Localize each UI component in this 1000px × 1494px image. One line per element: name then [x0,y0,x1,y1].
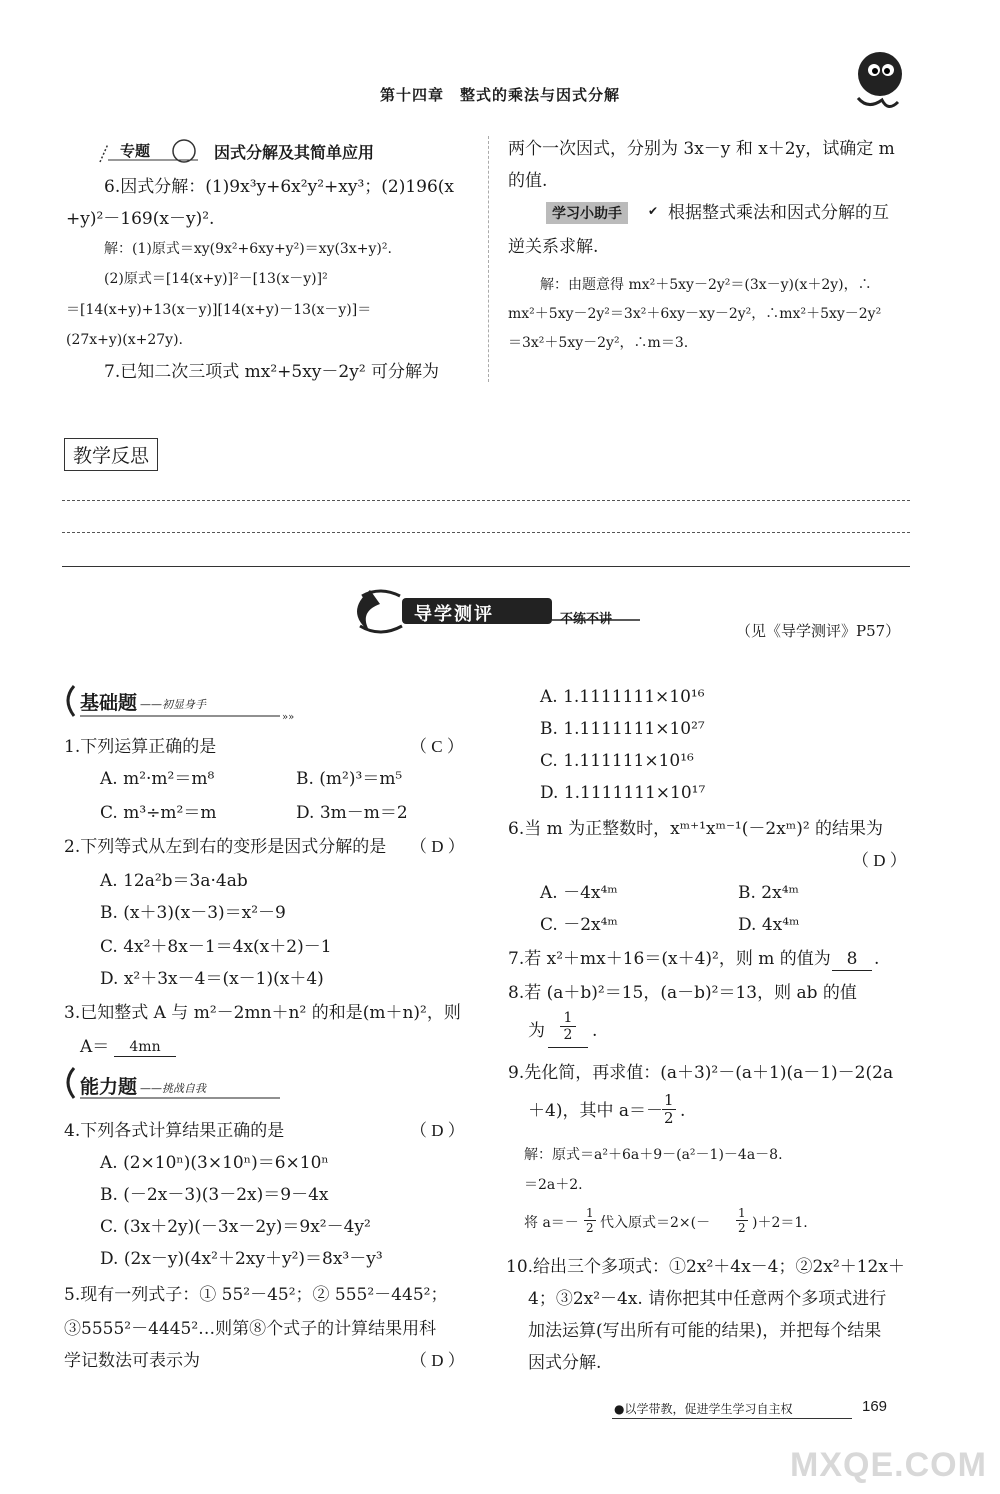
q6-option-a: A. －4x⁴ᵐ [540,883,618,903]
q6-option-b: B. 2x⁴ᵐ [738,883,799,903]
q6-solution-4: (27x+y)(x+27y). [66,332,183,348]
banner-reference: （见《导学测评》P57） [736,622,901,640]
q2-option-c: C. 4x²＋8x－1＝4x(x＋2)－1 [100,937,332,957]
svg-text:»»: »» [282,712,295,723]
q8-prefix: 为 [528,1021,545,1041]
q1-option-b: B. (m²)³＝m⁵ [296,769,403,789]
q10-line2: 4；③2x²－4x. 请你把其中任意两个多项式进行 [528,1289,887,1309]
q4-text: 4.下列各式计算结果正确的是 [64,1121,285,1141]
q5-line1: 5.现有一列式子：① 55²－45²；② 555²－445²； [64,1285,448,1305]
q9-fraction-numerator: 1 [664,1091,674,1109]
q6-solution-1: 解：(1)原式＝xy(9x²+6xy+y²)＝xy(3x+y)². [104,241,392,257]
q5-line2: ③5555²－4445²…则第⑧个式子的计算结果用科 [64,1319,437,1339]
q9-line1: 9.先化简，再求值：(a＋3)²－(a＋1)(a－1)－2(2a [508,1063,894,1083]
q1-option-a: A. m²·m²＝m⁸ [100,769,215,789]
column-divider [488,136,489,382]
q7-solution-2: mx²＋5xy－2y²＝3x²＋6xy－xy－2y²，∴mx²＋5xy－2y² [508,306,882,322]
q8-answer-denominator: 2 [563,1027,573,1043]
q2-option-a: A. 12a²b＝3a·4ab [100,871,248,891]
reflection-label: 教学反思 [64,438,158,471]
q1-option-c: C. m³÷m²＝m [100,803,217,823]
ability-section-subtitle: ——挑战自我 [140,1082,206,1095]
basic-section-title: 基础题 [80,692,138,714]
topic-title: 因式分解及其简单应用 [214,143,375,162]
basic-section-subtitle: ——初显身手 [140,698,206,711]
q4-option-c: C. (3x＋2y)(－3x－2y)＝9x²－4y² [100,1217,371,1237]
q9-solution-fraction-2-denominator: 2 [738,1221,746,1235]
reflection-line [62,566,910,567]
q8-answer-numerator: 1 [560,1010,576,1027]
q7-right-text: 7.若 x²＋mx＋16＝(x＋4)²，则 m 的值为 [508,949,831,969]
footer-motto: ●以学带教，促进学生学习自主权 [614,1402,793,1416]
q7-continuation-1: 两个一次因式，分别为 3x－y 和 x＋2y，试确定 m [508,139,895,159]
q9-solution-fraction-1-numerator: 1 [586,1206,594,1220]
q6-solution-3: ＝[14(x+y)+13(x－y)][14(x+y)－13(x－y)]＝ [66,302,372,318]
q6-line1: 6.因式分解：(1)9x³y+6x²y²+xy³；(2)196(x [104,177,455,197]
helper-label: 学习小助手 [546,202,628,224]
q9-solution-fraction-2-numerator: 1 [738,1206,746,1220]
q7-right-answer: 8 [832,948,872,971]
q6-solution-2: (2)原式＝[14(x+y)]²－[13(x－y)]² [104,271,328,287]
q9-solution-1: 解：原式＝a²＋6a＋9－(a²－1)－4a－8. [524,1147,783,1163]
reflection-line [62,500,910,501]
helper-text-1: 根据整式乘法和因式分解的互 [668,203,889,223]
q6-option-c: C. －2x⁴ᵐ [540,915,618,935]
q10-line3: 加法运算(写出所有可能的结果)，并把每个结果 [528,1321,882,1341]
q7-solution-1: 解：由题意得 mx²＋5xy－2y²＝(3x－y)(x＋2y)，∴ [540,277,872,293]
q5-line3: 学记数法可表示为 [64,1351,200,1371]
q4-option-a: A. (2×10ⁿ)(3×10ⁿ)＝6×10ⁿ [100,1153,329,1173]
page-number: 169 [862,1398,888,1415]
q9-period: . [680,1101,686,1121]
chapter-header: 第十四章 整式的乘法与因式分解 [379,86,620,104]
q2-option-b: B. (x＋3)(x－3)＝x²－9 [100,903,286,923]
q1-text: 1.下列运算正确的是 [64,737,217,757]
footer-rule [612,1418,852,1419]
q7-continuation-2: 的值. [508,171,548,191]
q5-option-b: B. 1.1111111×10²⁷ [540,719,705,739]
q9-solution-3b: 代入原式＝2×(－ [600,1215,711,1231]
watermark: MXQE.COM [790,1446,987,1484]
banner-slogan: 不练不讲 [560,612,613,627]
q9-solution-3a: 将 a＝－ [524,1215,579,1231]
q3-prefix: A＝ [80,1037,110,1057]
q7-line1: 7.已知二次三项式 mx²+5xy－2y² 可分解为 [104,362,440,382]
q9-solution-2: ＝2a＋2. [524,1177,583,1193]
topic-label: 专题 [120,142,151,160]
topic-badge [98,138,202,164]
q6-right-answer: （ D ） [852,851,907,870]
q1-answer: （ C ） [410,737,464,756]
q5-option-a: A. 1.1111111×10¹⁶ [540,687,705,707]
q10-line4: 因式分解. [528,1353,602,1373]
q2-option-d: D. x²＋3x－4＝(x－1)(x＋4) [100,969,324,989]
q8-answer [548,1010,588,1048]
q7-period: . [874,949,880,969]
q6-option-d: D. 4x⁴ᵐ [738,915,800,935]
q7-solution-3: ＝3x²＋5xy－2y²，∴m＝3. [508,335,689,351]
q9-solution-fraction-2 [736,1206,748,1235]
q9-line2: ＋4)，其中 a＝－ [528,1101,663,1121]
mascot-icon [838,40,918,120]
q6-right-text: 6.当 m 为正整数时，xᵐ⁺¹xᵐ⁻¹(－2xᵐ)² 的结果为 [508,819,884,839]
q9-fraction [662,1092,676,1127]
ability-section-title: 能力题 [80,1076,138,1098]
helper-text-2: 逆关系求解. [508,237,599,257]
q8-period: . [592,1021,598,1041]
q2-answer: （ D ） [410,837,465,856]
q5-option-d: D. 1.1111111×10¹⁷ [540,783,706,803]
q2-text: 2.下列等式从左到右的变形是因式分解的是 [64,837,387,857]
q9-solution-fraction-1-denominator: 2 [586,1221,594,1235]
reflection-line [62,532,910,533]
q5-answer: （ D ） [410,1351,465,1370]
q1-option-d: D. 3m－m＝2 [296,803,408,823]
q4-option-b: B. (－2x－3)(3－2x)＝9－4x [100,1185,329,1205]
q3-answer: 4mn [114,1038,176,1057]
q6-line2: +y)²－169(x－y)². [66,209,215,229]
banner-title: 导学测评 [414,604,494,625]
q8-line1: 8.若 (a＋b)²＝15，(a－b)²＝13，则 ab 的值 [508,983,857,1003]
q5-option-c: C. 1.111111×10¹⁶ [540,751,694,771]
check-icon: ✔ [648,204,659,218]
q3-line1: 3.已知整式 A 与 m²－2mn＋n² 的和是(m＋n)²，则 [64,1003,461,1023]
q4-answer: （ D ） [410,1121,465,1140]
q9-solution-3c: )＋2＝1. [752,1215,808,1231]
q9-fraction-denominator: 2 [664,1109,674,1127]
q4-option-d: D. (2x－y)(4x²＋2xy＋y²)＝8x³－y³ [100,1249,383,1269]
q10-line1: 10.给出三个多项式：①2x²＋4x－4；②2x²＋12x＋ [506,1257,905,1277]
q9-solution-fraction-1 [584,1206,596,1235]
